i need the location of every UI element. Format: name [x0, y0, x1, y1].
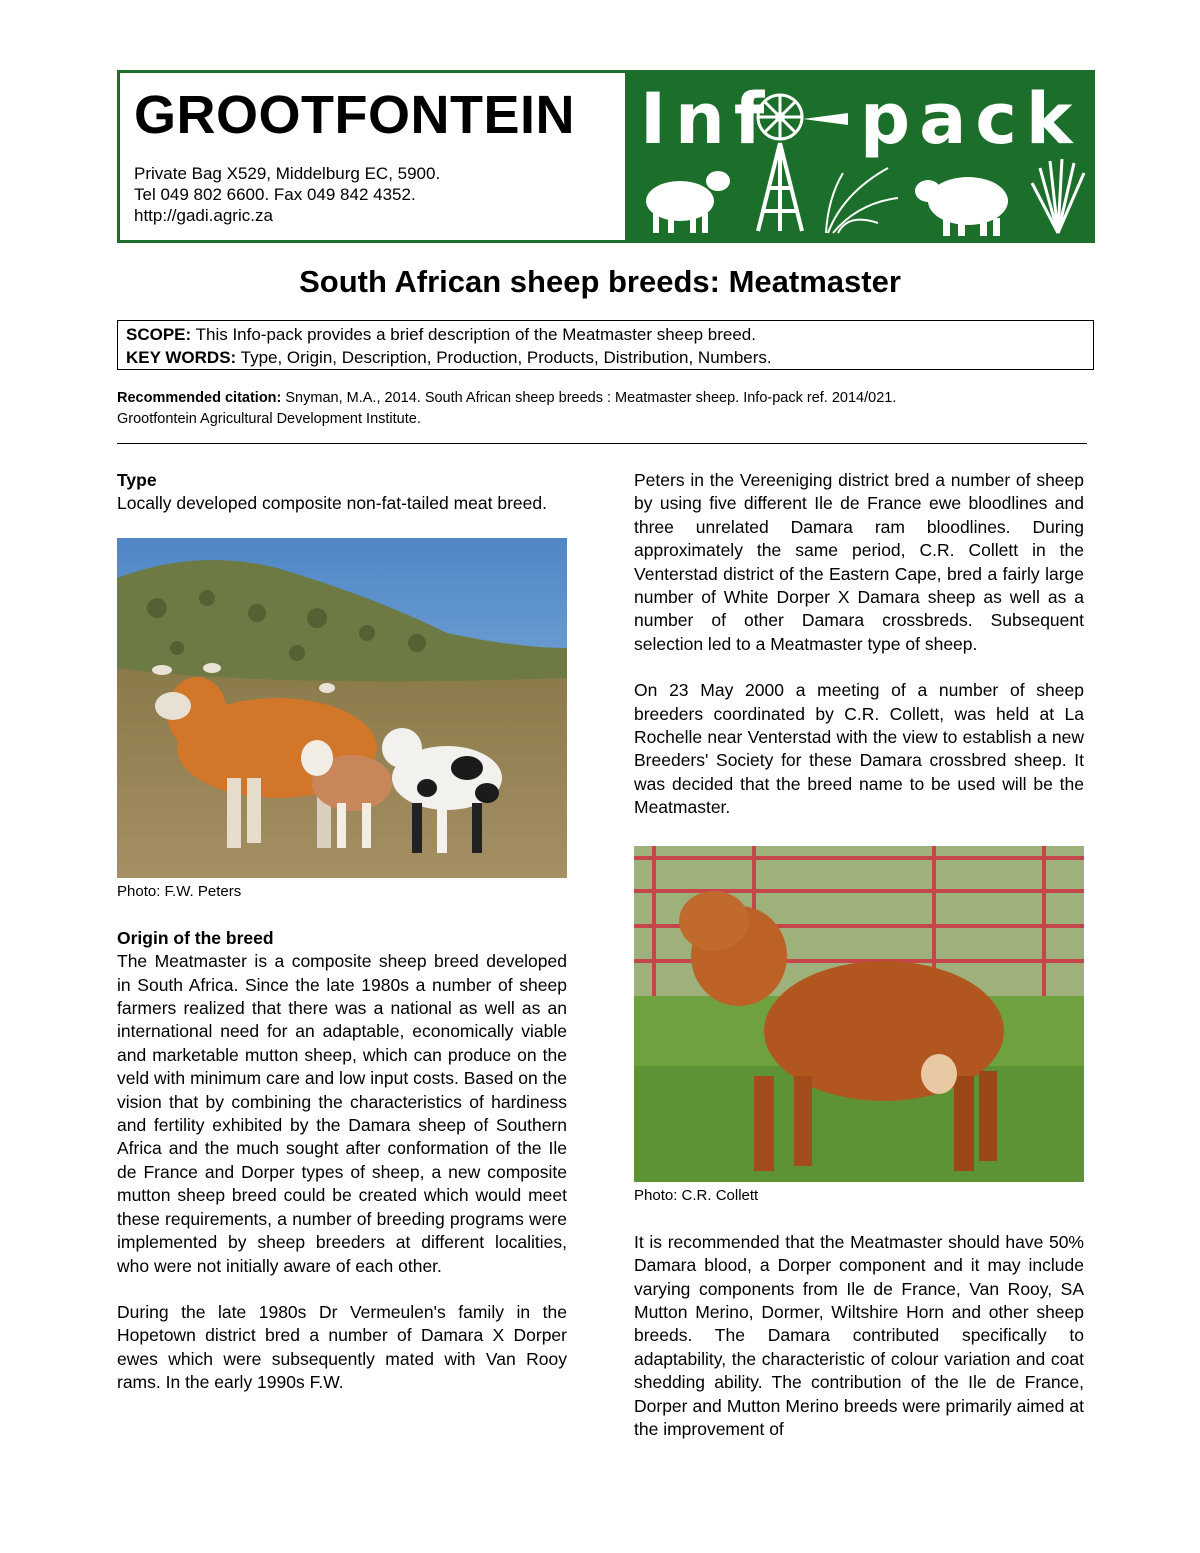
infopack-logo [628, 73, 1092, 240]
origin-paragraph: Peters in the Vereeniging district bred a number of sheep by using five different Ile de France ewe bloodlines and three unrelated Damara ram bloodlines. During approximately the same period, C.R. Collett in the Venterstad district of the Eastern Cape, bred a fairly large number of White Dorper X Damara sheep as well as a number of other Damara crossbreds. Subsequent selection led to a Meatmaster type of sheep. [634, 470, 1084, 654]
website-link[interactable]: http://gadi.agric.za [134, 206, 273, 225]
divider [117, 443, 1087, 444]
scope-line [126, 323, 1093, 346]
right-column [634, 469, 1084, 1441]
origin-paragraph: On 23 May 2000 a meeting of a number of sheep breeders coordinated by C.R. Collett, was held at La Rochelle near Venterstad with the view to establish a new Breeders' Society for these Damara crossbred sheep. It was decided that the breed name to be used will be the Meatmaster. [634, 680, 1084, 818]
aloe-icon [1032, 159, 1084, 233]
photo-caption: Photo: F.W. Peters [117, 882, 242, 900]
keywords-text: Type, Origin, Description, Production, Products, Distribution, Numbers. [236, 348, 772, 367]
windmill-icon [758, 95, 802, 139]
sheep-icon [646, 171, 730, 233]
scope-label: SCOPE: [126, 325, 192, 344]
keywords-label: KEY WORDS: [126, 348, 237, 367]
svg-text:Inf: Inf [640, 78, 774, 160]
origin-paragraph: The Meatmaster is a composite sheep breed developed in South Africa. Since the late 1980s a number of sheep farmers realized that there was a national as well as an international need for an adaptable, economically viable and marketable mutton sheep, which can produce on the veld with minimum care and low input costs. Based on the vision that by combining the characteristics of hardiness and fertility exhibited by the Damara sheep of Southern Africa and the much sought after conformation of the Ile de France and Dorper types of sheep, a new composite mutton sheep breed could be created which would meet these requirements, a number of breeding programs were implemented by sheep breeders at different localities, who were not initially aware of each other. [117, 951, 567, 1276]
sheep-icon [915, 177, 1008, 236]
org-name: GROOTFONTEIN [134, 85, 575, 145]
ram-photo [634, 846, 1084, 1182]
citation-institute: Grootfontein Agricultural Development Institute. [117, 411, 421, 427]
org-block [120, 73, 628, 240]
header-banner [117, 70, 1095, 243]
scope-text: This Info-pack provides a brief description of the Meatmaster sheep breed. [191, 325, 756, 344]
photo-caption: Photo: C.R. Collett [634, 1186, 759, 1204]
infopack-logo-art [628, 73, 1092, 240]
section-heading-origin: Origin of the breed [117, 927, 274, 948]
description-paragraph: It is recommended that the Meatmaster should have 50% Damara blood, a Dorper component and it may include varying components from Ile de France, Van Rooy, SA Mutton Merino, Dormer, Wiltshire Horn and other sheep breeds. The Damara contributed specifically to adaptability, the characteristic of colour variation and coat shedding ability. The contribution of the Ile de France, Dorper and Mutton Merino breeds were primarily aimed at the improvement of [634, 1231, 1084, 1439]
sheep-photo-field [117, 538, 567, 878]
page-title: South African sheep breeds: Meatmaster [299, 264, 901, 299]
scope-box [117, 320, 1094, 370]
section-heading-type: Type [117, 470, 157, 490]
citation [117, 388, 1097, 430]
address-line: Private Bag X529, Middelburg EC, 5900. [134, 164, 441, 183]
phone-line: Tel 049 802 6600. Fax 049 842 4352. [134, 185, 416, 204]
type-text: Locally developed composite non-fat-tailed meat breed. [117, 493, 547, 514]
grass-icon [826, 168, 898, 233]
citation-text: Snyman, M.A., 2014. South African sheep breeds : Meatmaster sheep. Info-pack ref. 2014/021. [281, 390, 897, 406]
keywords-line [126, 346, 1093, 369]
svg-text:pack: pack [860, 78, 1082, 160]
org-address [134, 163, 625, 226]
citation-label: Recommended citation: [117, 390, 282, 406]
origin-paragraph: During the late 1980s Dr Vermeulen's family in the Hopetown district bred a number of Damara X Dorper ewes which were subsequently mated with Van Rooy rams. In the early 1990s F.W. [117, 1301, 567, 1393]
left-column [117, 469, 567, 1395]
